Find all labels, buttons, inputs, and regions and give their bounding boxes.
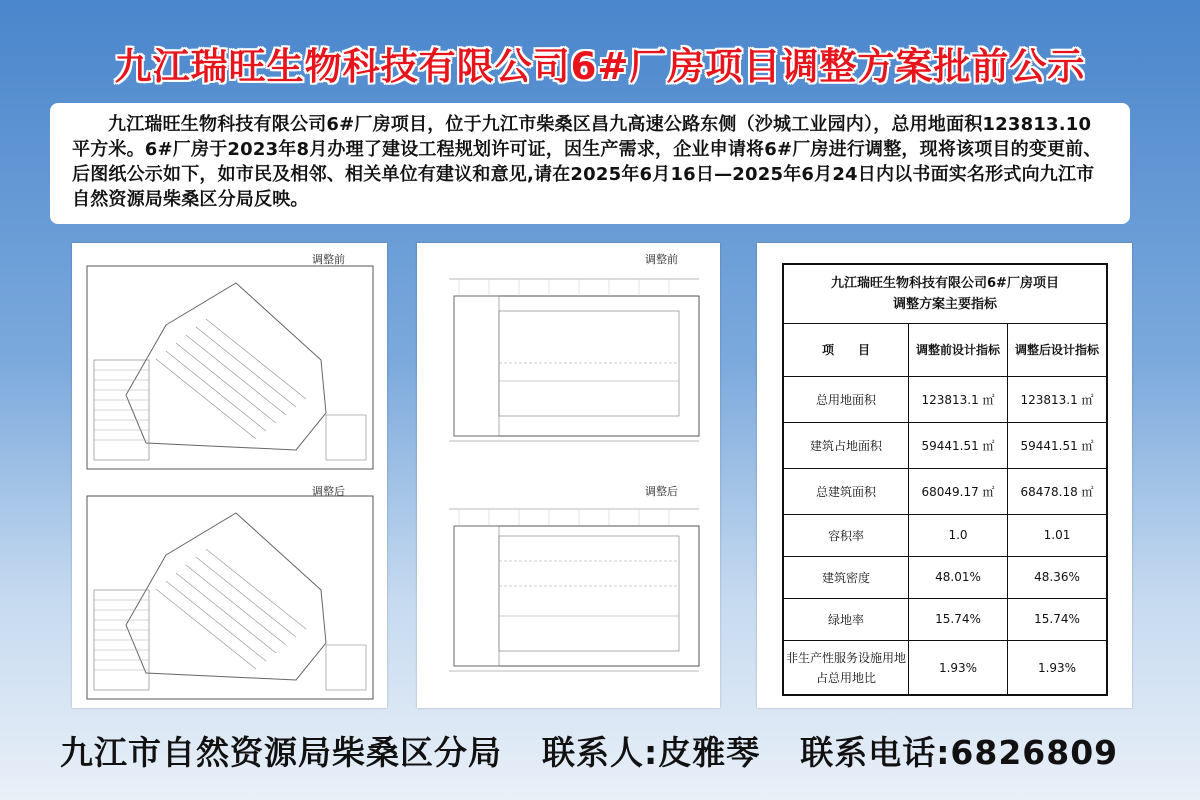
- floor-plan-after-label: 调整后: [645, 485, 678, 498]
- after-value: 48.36%: [1008, 556, 1106, 598]
- before-value: 123813.1 ㎡: [909, 376, 1008, 422]
- before-value: 15.74%: [909, 598, 1008, 640]
- table-header-row: [784, 324, 1106, 376]
- indicators-title-line1: 九江瑞旺生物科技有限公司6#厂房项目: [831, 276, 1059, 291]
- table-row: [784, 376, 1106, 422]
- header-cell: 项 目: [784, 324, 909, 376]
- before-value: 48.01%: [909, 556, 1008, 598]
- floor-plan-before-drawing: [429, 271, 709, 451]
- header-cell: 调整前设计指标: [909, 324, 1008, 376]
- indicators-title-line2: 调整方案主要指标: [892, 297, 997, 312]
- site-plan-before-drawing: [86, 265, 374, 470]
- floor-plan-after-drawing: [429, 501, 709, 681]
- row-label: 总建筑面积: [784, 468, 909, 514]
- table-row: [784, 640, 1106, 695]
- after-value: 123813.1 ㎡: [1008, 376, 1106, 422]
- after-value: 1.93%: [1008, 640, 1106, 695]
- site-plan-before-label: 调整前: [312, 253, 345, 266]
- before-value: 1.0: [909, 514, 1008, 556]
- page-title: 九江瑞旺生物科技有限公司6#厂房项目调整方案批前公示: [114, 45, 1086, 88]
- table-row: [784, 556, 1106, 598]
- row-label: 建筑密度: [784, 556, 909, 598]
- site-plan-after-drawing: [86, 495, 374, 700]
- before-value: 1.93%: [909, 640, 1008, 695]
- footer-phone: 联系电话:6826809: [800, 733, 1119, 772]
- table-row: [784, 422, 1106, 468]
- after-value: 15.74%: [1008, 598, 1106, 640]
- row-label: 非生产性服务设施用地占总用地比: [784, 640, 909, 695]
- indicators-panel: [757, 243, 1132, 708]
- row-label: 容积率: [784, 514, 909, 556]
- indicators-table: [782, 263, 1108, 696]
- footer-agency: 九江市自然资源局柴桑区分局: [60, 733, 502, 772]
- floor-plan-before-label: 调整前: [645, 253, 678, 266]
- row-label: 建筑占地面积: [784, 422, 909, 468]
- after-value: 68478.18 ㎡: [1008, 468, 1106, 514]
- table-row: [784, 514, 1106, 556]
- before-value: 59441.51 ㎡: [909, 422, 1008, 468]
- table-row: [784, 468, 1106, 514]
- site-plan-after-label: 调整后: [312, 485, 345, 498]
- footer-contact: [60, 727, 1160, 774]
- after-value: 59441.51 ㎡: [1008, 422, 1106, 468]
- indicators-table-title: [784, 265, 1106, 324]
- after-value: 1.01: [1008, 514, 1106, 556]
- indicators-grid: [784, 324, 1106, 695]
- footer-contact-person: 联系人:皮雅琴: [542, 733, 761, 772]
- table-row: [784, 598, 1106, 640]
- row-label: 总用地面积: [784, 376, 909, 422]
- floor-plan-panel: [417, 243, 720, 708]
- header-cell: 调整后设计指标: [1008, 324, 1106, 376]
- site-plan-panel: [72, 243, 387, 708]
- before-value: 68049.17 ㎡: [909, 468, 1008, 514]
- row-label: 绿地率: [784, 598, 909, 640]
- notice-text: 九江瑞旺生物科技有限公司6#厂房项目，位于九江市柴桑区昌九高速公路东侧（沙城工业园内），总用地面积123813.10平方米。6#厂房于2023年8月办理了建设工程规划许可证，因生产需求，企业申请将6#厂房进行调整，现将该项目的变更前、后图纸公示如下，如市民及相邻、相关单位有建议和意见,请在2025年6月16日—2025年6月24日内以书面实名形式向九江市自然资源局柴桑区分局反映。: [50, 103, 1130, 224]
